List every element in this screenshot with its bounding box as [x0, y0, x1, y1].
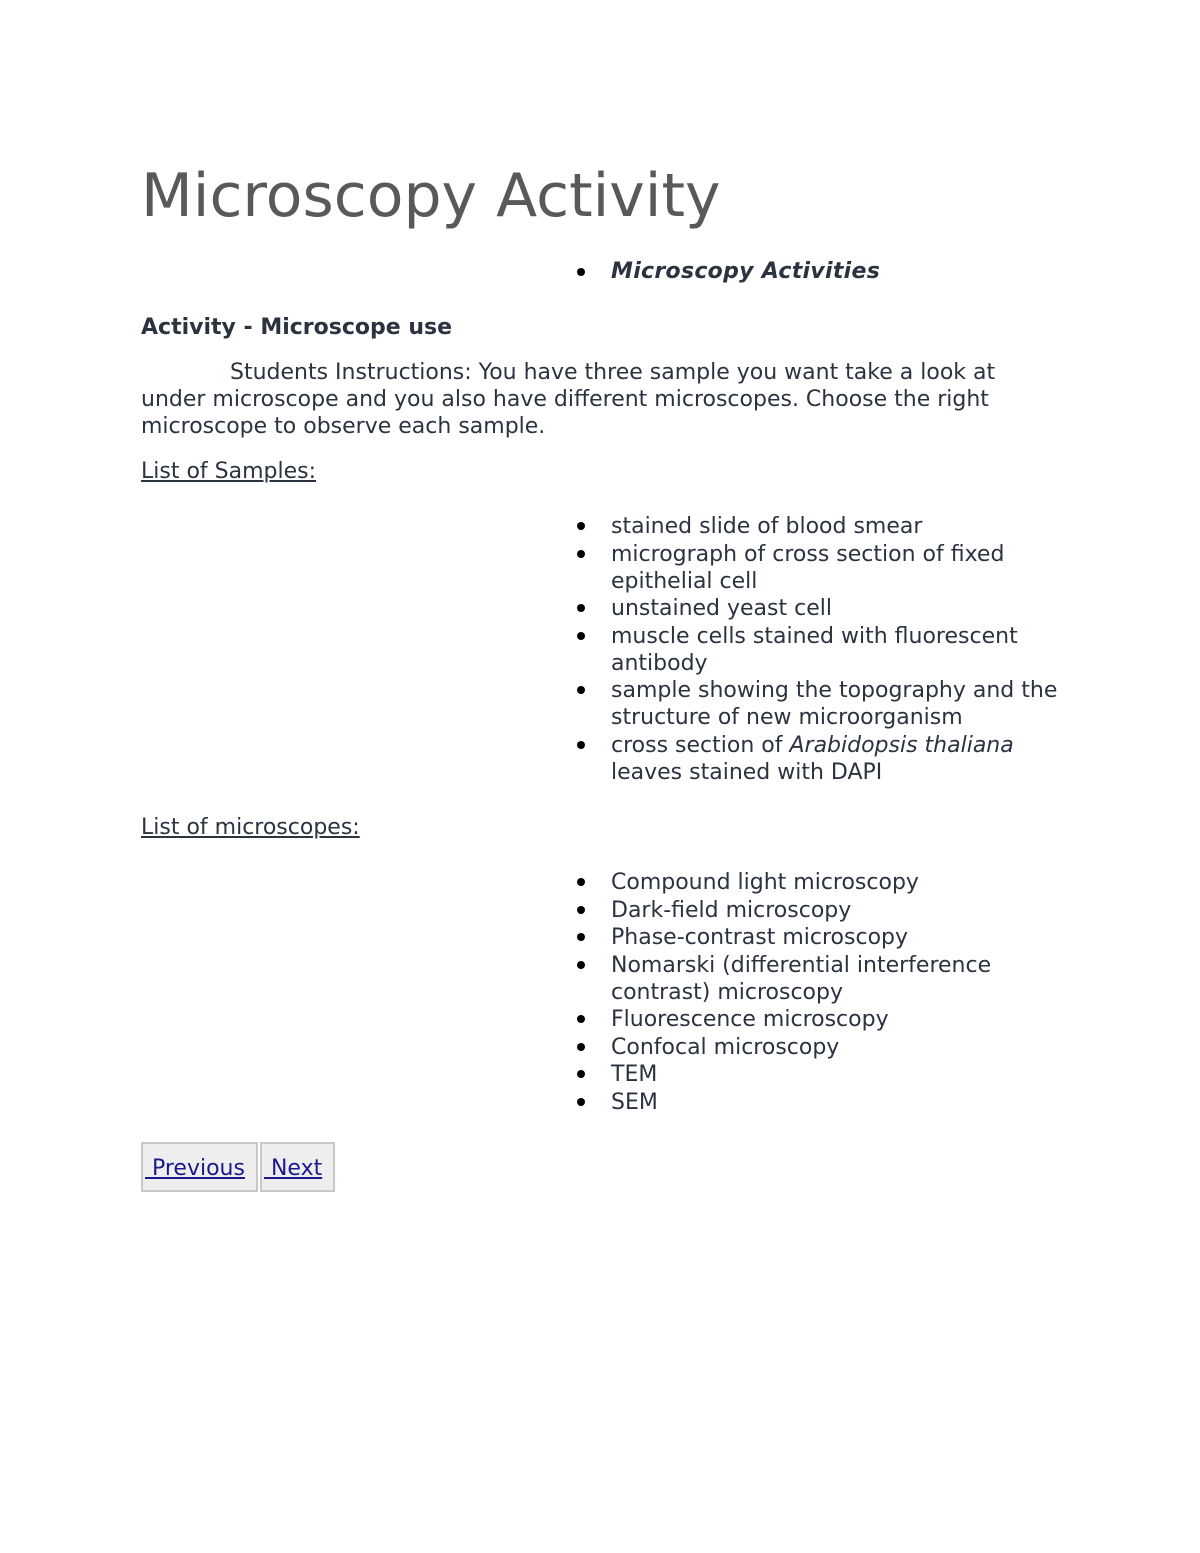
- bullet-icon: [577, 906, 585, 914]
- bullet-icon: [577, 878, 585, 886]
- activity-nav-item[interactable]: [577, 257, 880, 287]
- instructions-paragraph: Students Instructions: You have three sample you want take a look at under microscope and you also have different microscopes. Choose the right microscope to observe each sample.: [141, 360, 996, 439]
- sample-text: unstained yeast cell: [611, 596, 832, 621]
- bullet-icon: [577, 1098, 585, 1106]
- list-item: [577, 1006, 1077, 1033]
- sample-text: stained slide of blood smear: [611, 514, 923, 539]
- microscopes-label: List of microscopes:: [141, 815, 360, 840]
- microscope-text: TEM: [611, 1062, 658, 1087]
- bullet-icon: [577, 268, 585, 276]
- pager: [141, 1142, 335, 1192]
- activity-heading: Activity - Microscope use: [141, 315, 453, 340]
- microscope-text: Dark-field microscopy: [611, 897, 852, 923]
- page-title: Microscopy Activity: [141, 161, 721, 231]
- bullet-icon: [577, 604, 585, 612]
- microscopes-list: [577, 869, 1077, 1116]
- list-item: [577, 1089, 1077, 1116]
- sample-text: micrograph of cross section of fixed epithelial cell: [611, 541, 1005, 594]
- microscope-text: Nomarski (differential interference contrast) microscopy: [611, 952, 992, 1005]
- activity-nav-label: Microscopy Activities: [611, 259, 881, 284]
- bullet-icon: [577, 741, 585, 749]
- bullet-icon: [577, 550, 585, 558]
- species-name: Arabidopsis thaliana: [789, 732, 1014, 758]
- list-item: [577, 513, 1077, 540]
- list-item: [577, 869, 1077, 896]
- sample-text-suffix: leaves stained with DAPI: [611, 759, 883, 785]
- sample-text: sample showing the topography and the structure of new microorganism: [611, 678, 1058, 730]
- microscope-text: Fluorescence microscopy: [611, 1007, 889, 1032]
- activity-nav-list: [577, 257, 880, 287]
- list-item: [577, 541, 1077, 595]
- list-item: [577, 1034, 1077, 1061]
- bullet-icon: [577, 632, 585, 640]
- list-item: [577, 623, 1077, 677]
- microscope-text: Confocal microscopy: [611, 1034, 840, 1060]
- list-item: [577, 1061, 1077, 1088]
- next-button[interactable]: Next: [260, 1142, 335, 1192]
- previous-button[interactable]: Previous: [141, 1142, 258, 1192]
- sample-text-prefix: cross section of: [611, 732, 790, 758]
- bullet-icon: [577, 1043, 585, 1051]
- bullet-icon: [577, 522, 585, 530]
- sample-text: muscle cells stained with fluorescent antibody: [611, 623, 1018, 676]
- list-item: [577, 952, 1077, 1006]
- list-item: [577, 924, 1077, 951]
- microscope-text: Compound light microscopy: [611, 870, 919, 895]
- bullet-icon: [577, 961, 585, 969]
- microscope-text: Phase-contrast microscopy: [611, 925, 909, 950]
- list-item: [577, 595, 1077, 622]
- samples-list: [577, 513, 1077, 786]
- list-item: [577, 732, 1077, 786]
- bullet-icon: [577, 1015, 585, 1023]
- microscope-text: SEM: [611, 1089, 658, 1115]
- bullet-icon: [577, 933, 585, 941]
- bullet-icon: [577, 1070, 585, 1078]
- bullet-icon: [577, 686, 585, 694]
- samples-label: List of Samples:: [141, 459, 317, 484]
- list-item: [577, 677, 1077, 731]
- list-item: [577, 897, 1077, 924]
